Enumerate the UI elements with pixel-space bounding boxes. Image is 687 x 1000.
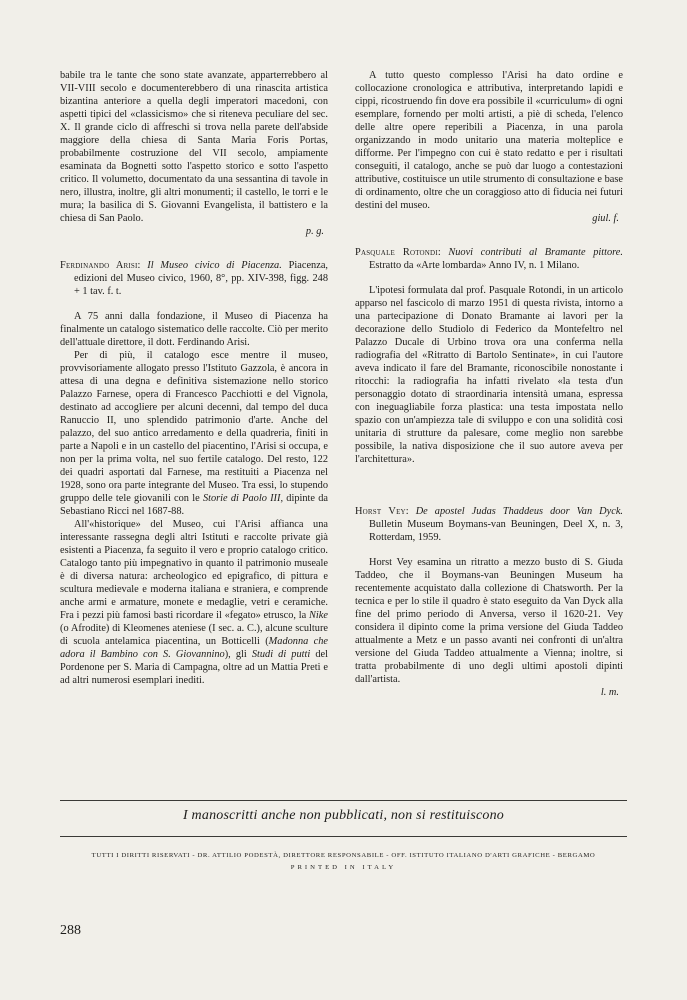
- review-rotondi-author: Pasquale Rotondi: [355, 247, 438, 258]
- footer-rule-bottom: [60, 836, 627, 837]
- right-intro-signature: giul. f.: [592, 213, 619, 224]
- review-vey-signature: l. m.: [600, 687, 619, 698]
- review-arisi-heading: Ferdinando Arisi: Il Museo civico di Piacenza. Piacenza, edizioni del Museo civico, 1960, 8°, pp. XIV-398, figg. 248 + 1 tav. f. t.: [60, 260, 328, 297]
- review-rotondi-body: L'ipotesi formulata dal prof. Pasquale Rotondi, in un articolo apparso nel fascicolo di marzo 1951 di questa rivista, intorno a una partecipazione di Donato Bramante ai lavori per la decorazione dello Studiolo di Federico da Montefeltro nel Palazzo Ducale di Urbino trova ora una conferma nella radiografia del «Ritratto di Bartolo Sentinate», in cui l'autore aveva indicato il fare del Bramante, riconoscibile nonostante i ritocchi: la radiografia ha infatti rivelato «la testa d'un personaggio dotato di straordinaria intensità umana, espressa con ineguagliabile forza plastica: una testa impostata nello spazio con un'ampiezza tale di sviluppo e con una solidità così unitaria di strutture da palesare, come meglio non sarebbe possibile, la nativa disposizione che il suo autore aveva per l'architettura».: [355, 285, 623, 465]
- review-vey-title: De apostel Judas Thaddeus door Van Dyck.: [415, 506, 623, 517]
- review-vey-author: Horst Vey: [355, 506, 406, 517]
- review-arisi-title: Il Museo civico di Piacenza.: [147, 260, 282, 271]
- page-number: 288: [60, 923, 81, 938]
- review-vey-body: Horst Vey esamina un ritratto a mezzo busto di S. Giuda Taddeo, che il Boymans-van Beuningen Museum ha recentemente acquistato dalla collezione di Chatsworth. Per la tecnica e per lo stile il quadro è stato eseguito da Van Dyck alla fine del primo periodo di Anversa, verso il 1620-21. Vey considera il dipinto come la prima versione del Giuda Taddeo attualmente a Metz e un passo avanti nei confronti di un'altra versione del Giuda Taddeo attualmente a Vienna; inoltre, si tratta probabilmente di uno degli ultimi apostoli dipinti dall'artista.: [355, 557, 623, 685]
- review-arisi-details: Piacenza, edizioni del Museo civico, 1960, 8°, pp. XIV-398, figg. 248 + 1 tav. f. t.: [74, 260, 328, 297]
- review-arisi-paragraph-1: A 75 anni dalla fondazione, il Museo di Piacenza ha finalmente un catalogo sistematico delle raccolte. Ciò per merito dell'attuale direttore, il dott. Ferdinando Arisi.: [60, 311, 328, 348]
- review-rotondi-heading: Pasquale Rotondi: Nuovi contributi al Bramante pittore. Estratto da «Arte lombarda» Anno IV, n. 1 Milano.: [355, 247, 623, 271]
- rights-line: TUTTI I DIRITTI RISERVATI - DR. ATTILIO PODESTÀ, DIRETTORE RESPONSABILE - OFF. ISTITUTO ITALIANO D'ARTI GRAFICHE - BERGAMO: [91, 852, 596, 859]
- left-intro-paragraph: babile tra le tante che sono state avanzate, apparterrebbero al VII-VIII secolo e documenterebbero di una rinascita artistica bizantina anteriore a quella degli imperatori macedoni, con aspetti tipici del «classicismo» che si riteneva peculiare del sec. X. Il grande ciclo di affreschi si trova nella parete dell'abside maggiore della chiesa di Santa Maria Foris Portas, probabilmente costruzione del VII secolo, ampiamente esaminata da Bognetti sotto l'aspetto storico e sotto l'aspetto critico. Il volumetto, documentato da una sessantina di tavole in nero, illustra, inoltre, gli altri monumenti; il castello, le torri e le mura; la basilica di S. Giovanni Evangelista, il battistero e la chiesa di San Paolo.: [60, 70, 328, 224]
- review-vey-details: Bulletin Museum Boymans-van Beuningen, Deel X, n. 3, Rotterdam, 1959.: [369, 519, 623, 543]
- review-vey-heading: Horst Vey: De apostel Judas Thaddeus door Van Dyck. Bulletin Museum Boymans-van Beuningen, Deel X, n. 3, Rotterdam, 1959.: [355, 506, 623, 543]
- review-rotondi-details: Estratto da «Arte lombarda» Anno IV, n. 1 Milano.: [369, 260, 580, 271]
- manuscripts-notice: I manoscritti anche non pubblicati, non si restituiscono: [183, 808, 504, 823]
- review-arisi-author: Ferdinando Arisi: [60, 260, 138, 271]
- footer-rule-top: [60, 800, 627, 801]
- review-arisi-paragraph-3: All'«historique» del Museo, cui l'Arisi affianca una interessante rassegna degli altri Istituti e raccolte private già esistenti a Piacenza, fa seguito il vero e proprio catalogo critico. Catalogo tanto più impegnativo in quanto il patrimonio museale è di diversa natura: archeologico ed epigrafico, di pittura e scultura medievale e moderna italiana e straniera, e comprende anche armi e armature, monete e medaglie, vetri e ceramiche. Fra i pezzi più famosi basti ricordare il «fegato» etrusco, la Nike (o Afrodite) di Kleomenes ateniese (I sec. a. C.), alcune sculture di scuola antelamica piacentina, un Botticelli (Madonna che adora il Bambino con S. Giovannino), gli Studi di putti del Pordenone per S. Maria di Campagna, oltre ad un Mattia Preti e ad altri numerosi esemplari inediti.: [60, 519, 328, 686]
- review-arisi-paragraph-2: Per di più, il catalogo esce mentre il museo, provvisoriamente allogato presso l'Istituto Gazzola, è ancora in attesa di una degna e definitiva sistemazione nello storico Palazzo Farnese, opera di Francesco Pacchiotti e del Vignola, destinato ad accogliere per alcuni decenni, dal tempo del duca Ranuccio II, uno splendido patrimonio d'arte. Anche del palazzo, del suo antico arredamento e della quadreria, finiti in parte a Napoli e in un castello del piacentino, l'Arisi si occupa, e non per la prima volta, nel suo fertile catalogo. Del resto, 122 dei quadri asportati dal Farnese, ma restituiti a Piacenza nel 1928, sono ora parte integrante del Museo. Tra essi, lo stupendo gruppo delle tele giovanili con le Storie di Paolo III, dipinte da Sebastiano Ricci nel 1687-88.: [60, 350, 329, 517]
- left-intro-signature: p. g.: [305, 226, 324, 237]
- review-rotondi-title: Nuovi contributi al Bramante pittore.: [448, 247, 623, 258]
- right-intro-paragraph: A tutto questo complesso l'Arisi ha dato ordine e collocazione cronologica e attributiva, interpretando lapidi e cippi, ricostruendo fin dove era possibile il «curriculum» di ogni esemplare, fornendo per molti artisti, a piè di scheda, l'elenco delle altre opere reperibili a Piacenza, in una parola organizzando in modo unitario una materia molteplice e difforme. Per l'impegno con cui è stato redatto e per i risultati conseguiti, il catalogo, anche se può dar luogo a contestazioni attributive, costituisce un utile strumento di consultazione e base di ordinamento, oltre che un coraggioso atto di fiducia nei futuri destini del museo.: [355, 70, 623, 211]
- left-column: [60, 69, 328, 687]
- printed-in-italy: PRINTED IN ITALY: [290, 864, 397, 871]
- right-column: [355, 69, 623, 699]
